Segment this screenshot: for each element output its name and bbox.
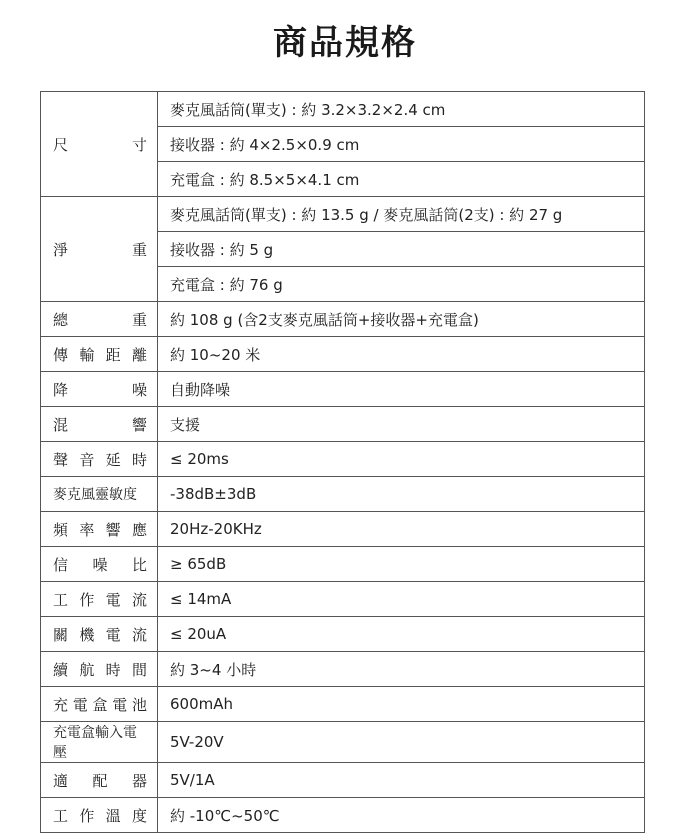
spec-label [53, 624, 147, 645]
spec-label-char: 信 [53, 555, 69, 574]
spec-label [53, 449, 147, 470]
spec-row [41, 512, 645, 547]
spec-label-char: 音 [79, 450, 95, 469]
spec-label-cell [41, 652, 158, 687]
spec-value: 約 -10℃~50℃ [158, 798, 645, 833]
spec-row [41, 337, 645, 372]
spec-label-char: 應 [131, 520, 147, 539]
spec-label-char: 電 [105, 590, 121, 609]
spec-value: -38dB±3dB [158, 477, 645, 512]
spec-label-char: 關 [53, 625, 69, 644]
spec-label-char: 作 [79, 806, 95, 825]
spec-label-char: 時 [131, 450, 147, 469]
spec-value: 5V/1A [158, 763, 645, 798]
spec-label [53, 379, 147, 400]
spec-label [53, 414, 147, 435]
spec-label-char: 比 [131, 555, 147, 574]
spec-label-char: 率 [79, 520, 95, 539]
spec-label-char: 工 [53, 806, 69, 825]
spec-label-char: 度 [131, 806, 147, 825]
spec-label: 充電盒輸入電壓 [53, 725, 137, 761]
spec-table [40, 91, 645, 833]
spec-label-char: 響 [105, 520, 121, 539]
spec-label [53, 659, 147, 680]
spec-label-char: 淨 [53, 240, 69, 259]
spec-label-cell [41, 798, 158, 833]
spec-label-char: 延 [105, 450, 121, 469]
spec-label-char: 降 [53, 380, 69, 399]
spec-value: ≥ 65dB [158, 547, 645, 582]
spec-label [53, 554, 147, 575]
spec-row [41, 687, 645, 722]
page-title: 商品規格 [273, 23, 417, 63]
spec-label-cell [41, 302, 158, 337]
spec-table-body [41, 92, 645, 833]
spec-label-char: 聲 [53, 450, 69, 469]
spec-label-char: 充 [53, 695, 69, 714]
spec-label-char: 航 [79, 660, 95, 679]
spec-label-cell [41, 92, 158, 197]
spec-label-char: 流 [131, 590, 147, 609]
spec-row [41, 652, 645, 687]
spec-label [53, 805, 147, 826]
spec-value: 自動降噪 [158, 372, 645, 407]
spec-label-char: 間 [131, 660, 147, 679]
spec-label [53, 694, 147, 715]
spec-value: 充電盒 : 約 76 g [158, 267, 645, 302]
spec-row [41, 92, 645, 127]
spec-row [41, 798, 645, 833]
spec-row [41, 547, 645, 582]
spec-label-cell [41, 477, 158, 512]
spec-value: 接收器 : 約 5 g [158, 232, 645, 267]
spec-label-char: 總 [53, 310, 69, 329]
spec-value: 600mAh [158, 687, 645, 722]
spec-value: ≤ 14mA [158, 582, 645, 617]
spec-value: 約 3~4 小時 [158, 652, 645, 687]
spec-label-char: 配 [92, 771, 108, 790]
spec-row [41, 477, 645, 512]
spec-value: 20Hz-20KHz [158, 512, 645, 547]
spec-row [41, 763, 645, 798]
spec-label-char: 傳 [53, 345, 69, 364]
spec-label-cell [41, 582, 158, 617]
spec-label-char: 電 [72, 695, 88, 714]
spec-row [41, 372, 645, 407]
spec-label-char: 適 [53, 771, 69, 790]
spec-value: 5V-20V [158, 722, 645, 763]
spec-label-char: 器 [131, 771, 147, 790]
spec-label-cell [41, 763, 158, 798]
spec-label [53, 519, 147, 540]
spec-row [41, 722, 645, 763]
spec-label-cell [41, 687, 158, 722]
spec-row [41, 582, 645, 617]
spec-label [53, 134, 147, 155]
spec-label-char: 噪 [92, 555, 108, 574]
spec-label-char: 盒 [92, 695, 108, 714]
spec-value: 充電盒 : 約 8.5×5×4.1 cm [158, 162, 645, 197]
spec-label: 麥克風靈敏度 [53, 487, 137, 503]
spec-value: 接收器 : 約 4×2.5×0.9 cm [158, 127, 645, 162]
spec-label [53, 344, 147, 365]
spec-label [53, 309, 147, 330]
spec-label [53, 239, 147, 260]
spec-label-char: 響 [131, 415, 147, 434]
spec-label-char: 工 [53, 590, 69, 609]
spec-label-char: 混 [53, 415, 69, 434]
spec-label-char: 電 [105, 625, 121, 644]
spec-row [41, 407, 645, 442]
spec-label-cell [41, 512, 158, 547]
spec-label-char: 池 [131, 695, 147, 714]
spec-label-char: 尺 [53, 135, 69, 154]
spec-label-char: 電 [112, 695, 128, 714]
spec-label-cell [41, 197, 158, 302]
spec-label-cell [41, 372, 158, 407]
spec-row [41, 197, 645, 232]
spec-label-char: 噪 [131, 380, 147, 399]
spec-label-char: 續 [53, 660, 69, 679]
spec-value: 麥克風話筒(單支) : 約 13.5 g / 麥克風話筒(2支) : 約 27 g [158, 197, 645, 232]
spec-label-char: 重 [131, 240, 147, 259]
spec-label-cell [41, 722, 158, 763]
spec-label-cell [41, 442, 158, 477]
spec-label-char: 寸 [131, 135, 147, 154]
spec-label-char: 機 [79, 625, 95, 644]
spec-row [41, 442, 645, 477]
spec-label-char: 重 [131, 310, 147, 329]
spec-label-char: 輸 [79, 345, 95, 364]
spec-value: 支援 [158, 407, 645, 442]
spec-label-cell [41, 407, 158, 442]
spec-label-char: 頻 [53, 520, 69, 539]
spec-label-char: 距 [105, 345, 121, 364]
spec-value: 約 10~20 米 [158, 337, 645, 372]
spec-value: 麥克風話筒(單支) : 約 3.2×3.2×2.4 cm [158, 92, 645, 127]
spec-value: ≤ 20ms [158, 442, 645, 477]
spec-label-char: 作 [79, 590, 95, 609]
spec-row [41, 302, 645, 337]
spec-label-char: 流 [131, 625, 147, 644]
spec-value: ≤ 20uA [158, 617, 645, 652]
spec-label-char: 時 [105, 660, 121, 679]
spec-label-char: 離 [131, 345, 147, 364]
spec-label-cell [41, 617, 158, 652]
spec-value: 約 108 g (含2支麥克風話筒+接收器+充電盒) [158, 302, 645, 337]
spec-label [53, 770, 147, 791]
spec-label-char: 溫 [105, 806, 121, 825]
spec-label-cell [41, 337, 158, 372]
spec-row [41, 617, 645, 652]
spec-label-cell [41, 547, 158, 582]
spec-label [53, 589, 147, 610]
